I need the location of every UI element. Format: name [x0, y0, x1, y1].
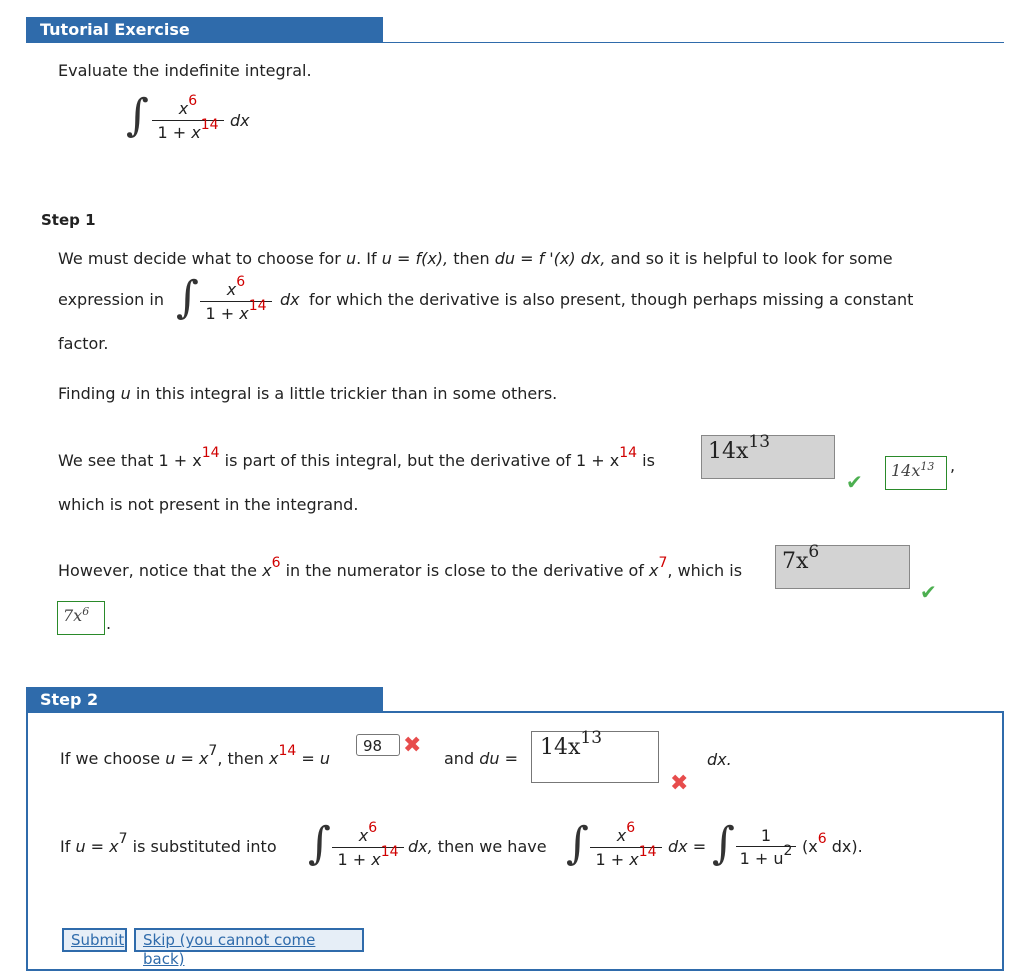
incorrect-cross-icon: ✖: [670, 771, 689, 796]
dx-equals: dx =: [668, 837, 707, 856]
incorrect-cross-icon: ✖: [403, 733, 422, 758]
step1-paragraph2-start: expression in: [58, 290, 164, 309]
step1-paragraph1: We must decide what to choose for u. If u = f(x), then du = f '(x) dx, and so it is helpful to look for some: [58, 249, 893, 268]
answer-box-derivative[interactable]: $14x^{13}$: [701, 435, 835, 479]
correct-check-icon: ✔: [846, 470, 863, 494]
section-divider: [383, 42, 1004, 43]
step1-paragraph4: Finding u in this integral is a little trickier than in some others.: [58, 384, 558, 403]
dx-label: dx.: [707, 750, 732, 769]
dx-label: dx: [230, 111, 250, 130]
exponent-input[interactable]: 98: [356, 734, 400, 756]
integrand-fraction: x6 1 + x14: [152, 100, 224, 143]
integrand-fraction: x6 1 + x14: [200, 281, 272, 324]
integral-sign-icon: ∫: [712, 818, 735, 869]
integral-sign-icon: ∫: [126, 90, 149, 141]
correct-answer-derivative-x7: $7x^6$: [57, 601, 105, 635]
step2-line2: If u = x7 is substituted into: [60, 831, 277, 856]
correct-answer-derivative: $14x^{13}$: [885, 456, 947, 490]
integral-sign-icon: ∫: [308, 818, 331, 869]
step1-paragraph6: which is not present in the integrand.: [58, 495, 359, 514]
comma: ,: [950, 456, 956, 475]
skip-button[interactable]: Skip (you cannot come back): [134, 928, 364, 952]
step1-title: Step 1: [41, 211, 96, 229]
period: .: [106, 614, 112, 633]
step1-paragraph5: We see that 1 + x14 is part of this integral, but the derivative of 1 + x14 is: [58, 445, 655, 470]
dx-label: dx: [280, 290, 300, 309]
step1-paragraph2-end: for which the derivative is also present, though perhaps missing a constant: [309, 290, 914, 309]
step1-paragraph7: However, notice that the x6 in the numerator is close to the derivative of x7, which is: [58, 555, 743, 580]
tutorial-exercise-tab: Tutorial Exercise: [26, 17, 383, 43]
prompt-text: Evaluate the indefinite integral.: [58, 61, 312, 80]
submit-button[interactable]: Submit: [62, 928, 127, 952]
step2-du-label: and du =: [444, 749, 518, 768]
integrand-fraction: x6 1 + x14: [590, 827, 662, 870]
step2-tab: Step 2: [26, 687, 383, 713]
step2-line2-mid: dx, then we have: [408, 837, 547, 856]
step2-line2-tail: (x6 dx).: [802, 831, 863, 856]
du-input[interactable]: $14x^{13}$: [531, 731, 659, 783]
substituted-fraction: 1 1 + u2: [736, 827, 796, 869]
correct-check-icon: ✔: [920, 580, 937, 604]
step2-line1: If we choose u = x7, then x14 = u: [60, 743, 331, 768]
step1-paragraph3: factor.: [58, 334, 109, 353]
integral-sign-icon: ∫: [566, 818, 589, 869]
integrand-fraction: x6 1 + x14: [332, 827, 404, 870]
integral-sign-icon: ∫: [176, 272, 199, 323]
answer-box-derivative-x7[interactable]: $7x^6$: [775, 545, 910, 589]
